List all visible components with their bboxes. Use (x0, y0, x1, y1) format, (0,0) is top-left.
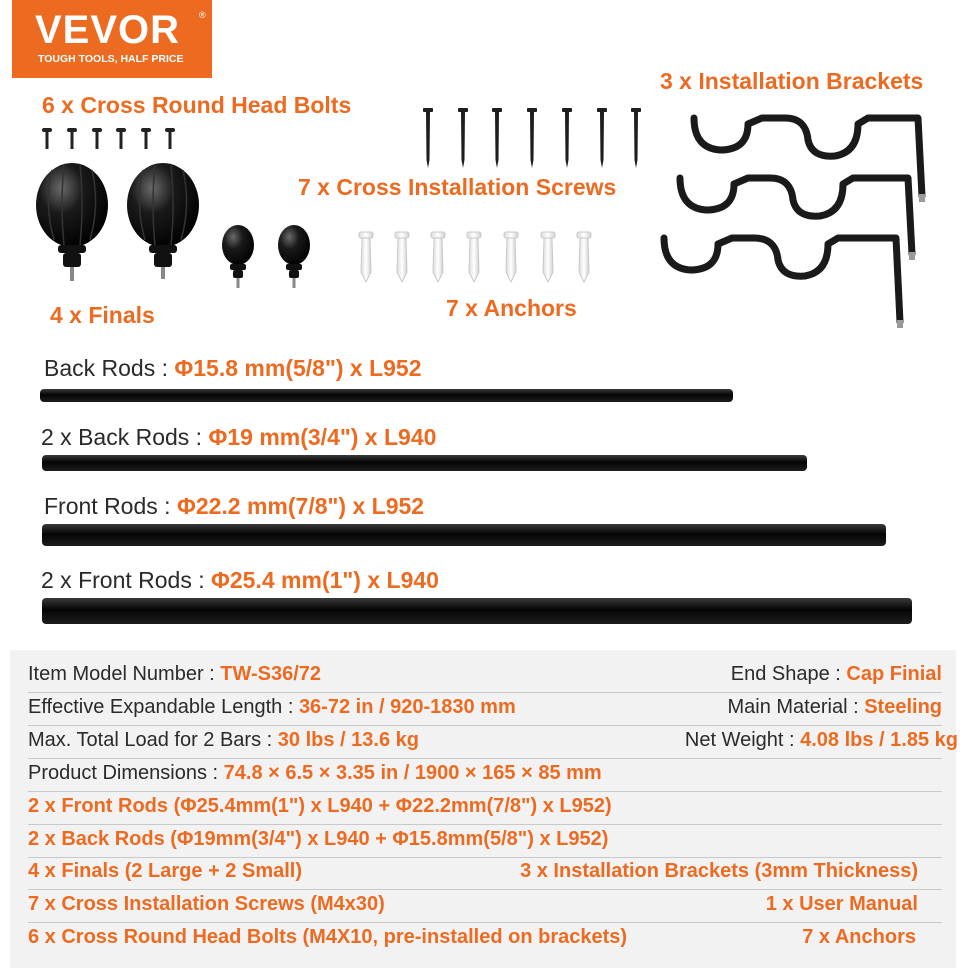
package-row (28, 923, 942, 955)
bracket-icons (664, 118, 922, 322)
package-finals: 4 x Finals (2 Large + 2 Small) (28, 860, 303, 882)
package-back-rods: 2 x Back Rods (Φ19mm(3/4") x L940 + Φ15.8mm(5/8") x L952) (28, 828, 609, 850)
back-rod-large (42, 455, 807, 471)
package-row (28, 857, 942, 890)
package-anchors: 7 x Anchors (802, 926, 916, 948)
screw-icons (423, 108, 641, 168)
label-bolts: 6 x Cross Round Head Bolts (42, 92, 352, 118)
bolt-icons (42, 128, 175, 149)
spec-row (28, 759, 942, 792)
package-row (28, 792, 942, 825)
rod-label-4: 2 x Front Rods : Φ25.4 mm(1") x L940 (41, 567, 439, 593)
end-shape-key: End Shape : (730, 663, 847, 685)
label-brackets: 3 x Installation Brackets (660, 68, 924, 94)
package-manual: 1 x User Manual (765, 893, 918, 915)
spec-row (28, 660, 942, 693)
model-key: Item Model Number : (28, 663, 221, 685)
weight-key: Net Weight : (684, 729, 801, 751)
weight-value: 4.08 lbs / 1.85 kg (800, 729, 958, 751)
large-finial-icons (36, 163, 199, 281)
anchor-icons (359, 232, 591, 282)
spec-table (10, 650, 956, 968)
front-rod-small (42, 524, 886, 546)
parts-illustration (0, 0, 960, 350)
length-key: Effective Expandable Length : (28, 696, 299, 718)
spec-row (28, 726, 958, 759)
package-row (28, 890, 942, 923)
front-rod-large (42, 598, 912, 624)
back-rod-small (40, 389, 733, 402)
rod-label-2: 2 x Back Rods : Φ19 mm(3/4") x L940 (41, 424, 437, 450)
load-value: 30 lbs / 13.6 kg (277, 729, 419, 751)
label-anchors: 7 x Anchors (446, 295, 577, 321)
package-bolts: 6 x Cross Round Head Bolts (M4X10, pre-installed on brackets) (28, 926, 628, 948)
material-value: Steeling (864, 696, 942, 718)
package-screws: 7 x Cross Installation Screws (M4x30) (28, 893, 385, 915)
package-row (28, 825, 942, 858)
end-shape-value: Cap Finial (846, 663, 942, 685)
dimensions-value: 74.8 × 6.5 × 3.35 in / 1900 × 165 × 85 mm (223, 762, 602, 784)
load-key: Max. Total Load for 2 Bars : (28, 729, 278, 751)
length-value: 36-72 in / 920-1830 mm (298, 696, 516, 718)
label-finals: 4 x Finals (50, 302, 155, 328)
package-brackets: 3 x Installation Brackets (3mm Thickness) (520, 860, 918, 882)
brand-name: VEVOR (35, 8, 181, 52)
brand-tagline: TOUGH TOOLS, HALF PRICE (38, 53, 184, 65)
rod-label-3: Front Rods : Φ22.2 mm(7/8") x L952 (44, 493, 425, 519)
dimensions-key: Product Dimensions : (28, 762, 224, 784)
label-screws: 7 x Cross Installation Screws (298, 174, 617, 200)
small-finial-icons (222, 225, 310, 288)
registered-mark: ® (199, 10, 206, 20)
package-front-rods: 2 x Front Rods (Φ25.4mm(1") x L940 + Φ22.2mm(7/8") x L952) (28, 795, 612, 817)
model-value: TW-S36/72 (220, 663, 322, 685)
material-key: Main Material : (727, 696, 865, 718)
spec-row (28, 693, 942, 726)
rod-label-1: Back Rods : Φ15.8 mm(5/8") x L952 (44, 355, 422, 381)
